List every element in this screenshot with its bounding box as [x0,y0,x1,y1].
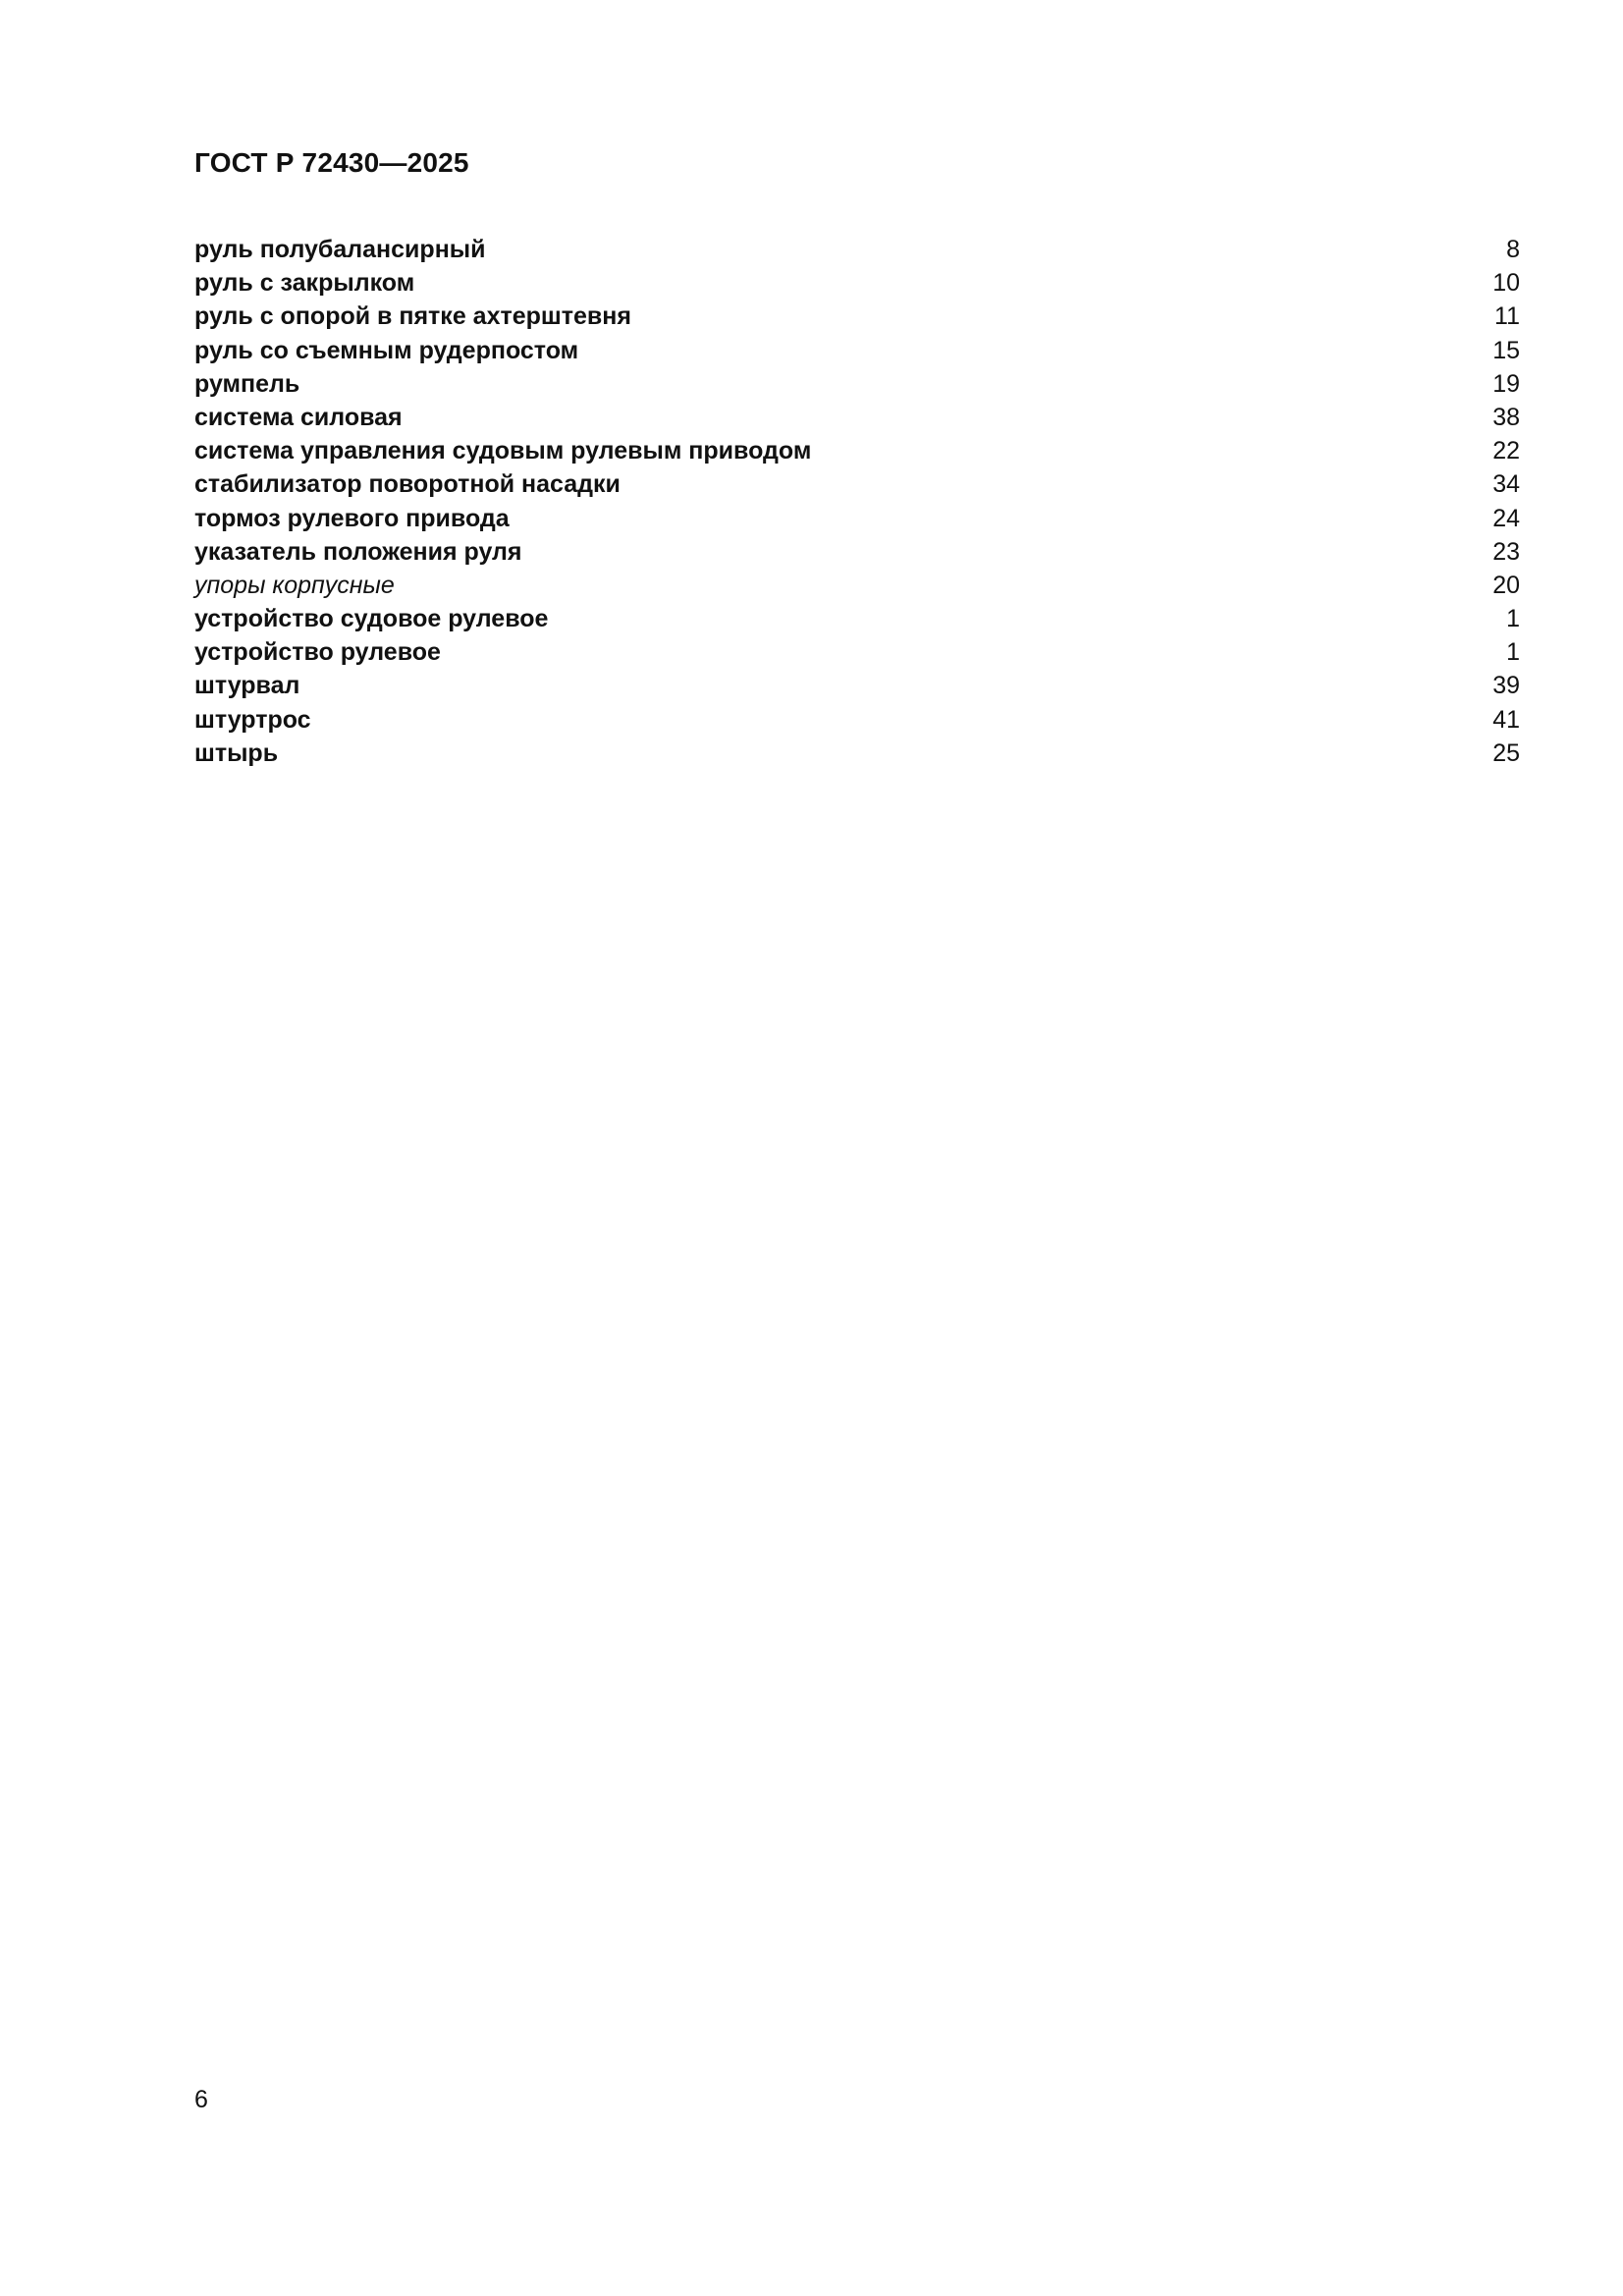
index-term: руль с закрылком [194,269,415,298]
index-entry [194,535,1520,569]
index-term-number: 19 [1492,369,1520,398]
index-entry [194,669,1520,702]
index-entry [194,401,1520,434]
index-term-number: 34 [1492,470,1520,499]
index-term-number: 22 [1492,437,1520,465]
index-term: штырь [194,738,279,767]
index-term-number: 24 [1492,504,1520,532]
index-term-number: 1 [1506,638,1520,667]
index-entry [194,434,1520,467]
index-entry [194,233,1520,266]
index-term-number: 10 [1492,269,1520,298]
index-term-number: 38 [1492,403,1520,431]
index-term: руль со съемным рудерпостом [194,336,579,364]
index-entry [194,266,1520,300]
index-term: руль полубалансирный [194,236,486,263]
index-term-number: 25 [1492,738,1520,767]
index-term-number: 20 [1492,571,1520,599]
index-entry [194,737,1520,770]
page-number: 6 [194,2086,208,2113]
document-header: ГОСТ Р 72430—2025 [194,147,469,178]
index-term: штурвал [194,672,300,700]
index-entry [194,502,1520,535]
index-term-number: 8 [1506,236,1520,263]
index-term-number: 23 [1492,537,1520,566]
index-entry [194,467,1520,501]
index-term-number: 1 [1506,605,1520,633]
index-term: руль с опорой в пятке ахтерштевня [194,302,631,331]
index-term: стабилизатор поворотной насадки [194,470,621,499]
index-term-number: 11 [1494,302,1520,331]
index-term-number: 41 [1492,705,1520,734]
index-term: штуртрос [194,705,311,734]
index-entry [194,334,1520,367]
index-term: система управления судовым рулевым приводом [194,437,812,465]
index-term: тормоз рулевого привода [194,504,510,532]
index-term: румпель [194,369,300,398]
index-term-number: 39 [1492,672,1520,700]
index-entry [194,569,1520,602]
index-entry [194,300,1520,333]
index-entry [194,635,1520,669]
index-entry [194,367,1520,401]
index-term: устройство судовое рулевое [194,605,549,633]
index-term-number: 15 [1492,336,1520,364]
term-index-list [194,233,1520,770]
index-term: система силовая [194,403,403,431]
index-term-italic: упоры корпусные [194,571,395,599]
index-entry [194,602,1520,635]
index-term: указатель положения руля [194,537,522,566]
index-term: устройство рулевое [194,638,441,667]
index-entry [194,703,1520,737]
